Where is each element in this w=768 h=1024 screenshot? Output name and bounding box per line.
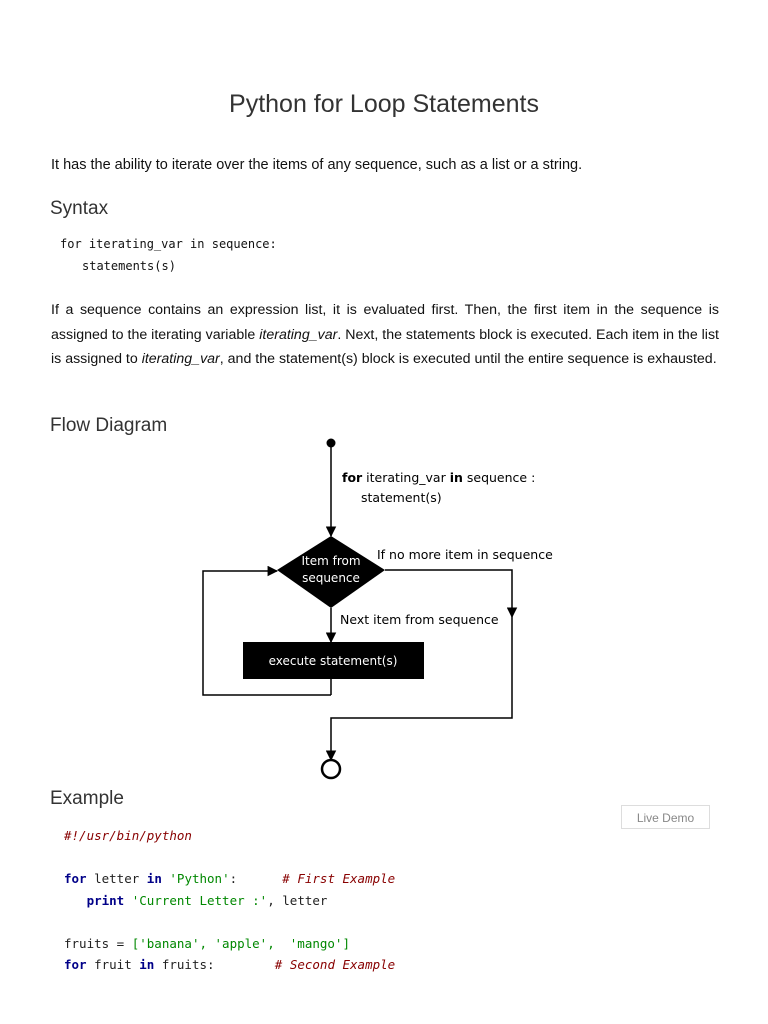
flow-statement-text: statement(s) bbox=[361, 490, 442, 505]
code-line-shebang: #!/usr/bin/python bbox=[64, 828, 192, 843]
description-var-1: iterating_var bbox=[259, 326, 338, 343]
flow-line-to-end bbox=[331, 617, 512, 760]
flow-next-item-label: Next item from sequence bbox=[340, 612, 499, 627]
code-in-keyword-2: in bbox=[139, 957, 155, 972]
code-fruits-list: ['banana', 'apple', 'mango'] bbox=[131, 935, 350, 951]
code-python-string: 'Python' bbox=[169, 871, 230, 886]
syntax-heading: Syntax bbox=[50, 198, 109, 219]
description-part-3: , and the statement(s) block is executed until the entire sequence is exhausted. bbox=[219, 351, 717, 367]
code-in-keyword: in bbox=[146, 871, 162, 886]
description-part-1: If a sequence contains an expression list, it is evaluated first. Then, the first item in the sequence is assigned to the iterating variable bbox=[51, 302, 719, 343]
flow-iter-text: iterating_var bbox=[362, 470, 450, 485]
code-print-rest: , letter bbox=[267, 892, 328, 908]
live-demo-button[interactable]: Live Demo bbox=[621, 805, 710, 829]
flow-seq-text: sequence : bbox=[462, 470, 536, 485]
code-colon: : bbox=[229, 871, 238, 886]
description-part-2: . Next, the statements block is executed. Each item in the list is assigned to bbox=[51, 326, 719, 367]
syntax-code-block bbox=[60, 233, 277, 277]
syntax-line-2: statements(s) bbox=[82, 259, 176, 273]
description-paragraph bbox=[51, 298, 719, 372]
flow-line-no-more-items bbox=[385, 570, 512, 617]
code-line-blank-2 bbox=[64, 911, 395, 933]
code-letter-var: letter bbox=[86, 871, 147, 886]
syntax-line-1: for iterating_var in sequence: bbox=[60, 237, 277, 251]
code-line-blank-1 bbox=[64, 847, 395, 869]
flow-execute-label: execute statement(s) bbox=[268, 654, 398, 668]
description-var-2: iterating_var bbox=[141, 351, 220, 367]
example-code-block bbox=[64, 825, 395, 976]
flow-diamond-line-2: sequence bbox=[302, 571, 360, 585]
page-title: Python for Loop Statements bbox=[229, 90, 539, 118]
code-first-comment: # First Example bbox=[282, 871, 396, 886]
example-heading: Example bbox=[50, 788, 124, 809]
code-line-fruits bbox=[64, 933, 395, 955]
flow-end-circle bbox=[322, 760, 340, 778]
intro-text: It has the ability to iterate over the items of any sequence, such as a list or a string. bbox=[51, 157, 583, 173]
flow-diagram bbox=[190, 430, 570, 790]
code-line-for-fruit bbox=[64, 954, 395, 976]
flow-diamond-line-1: Item from bbox=[301, 554, 361, 568]
code-second-comment: # Second Example bbox=[274, 957, 396, 972]
flow-in-keyword: in bbox=[449, 470, 463, 485]
flow-no-more-label: If no more item in sequence bbox=[377, 547, 553, 562]
code-line-print bbox=[64, 890, 395, 912]
code-colon-2: : bbox=[207, 957, 215, 972]
code-for-keyword-2: for bbox=[64, 957, 87, 972]
code-fruits-obj: fruits bbox=[161, 957, 208, 972]
code-fruits-assign: fruits = bbox=[64, 935, 132, 951]
flow-diagram-heading: Flow Diagram bbox=[50, 415, 168, 436]
code-print-keyword: print bbox=[86, 892, 125, 908]
flow-for-statement bbox=[342, 470, 535, 485]
code-line-for-letter bbox=[64, 868, 395, 890]
flow-for-keyword: for bbox=[342, 470, 363, 485]
code-current-letter-string: 'Current Letter :' bbox=[131, 892, 268, 908]
code-for-keyword: for bbox=[64, 871, 87, 886]
code-fruit-var: fruit bbox=[86, 957, 140, 972]
